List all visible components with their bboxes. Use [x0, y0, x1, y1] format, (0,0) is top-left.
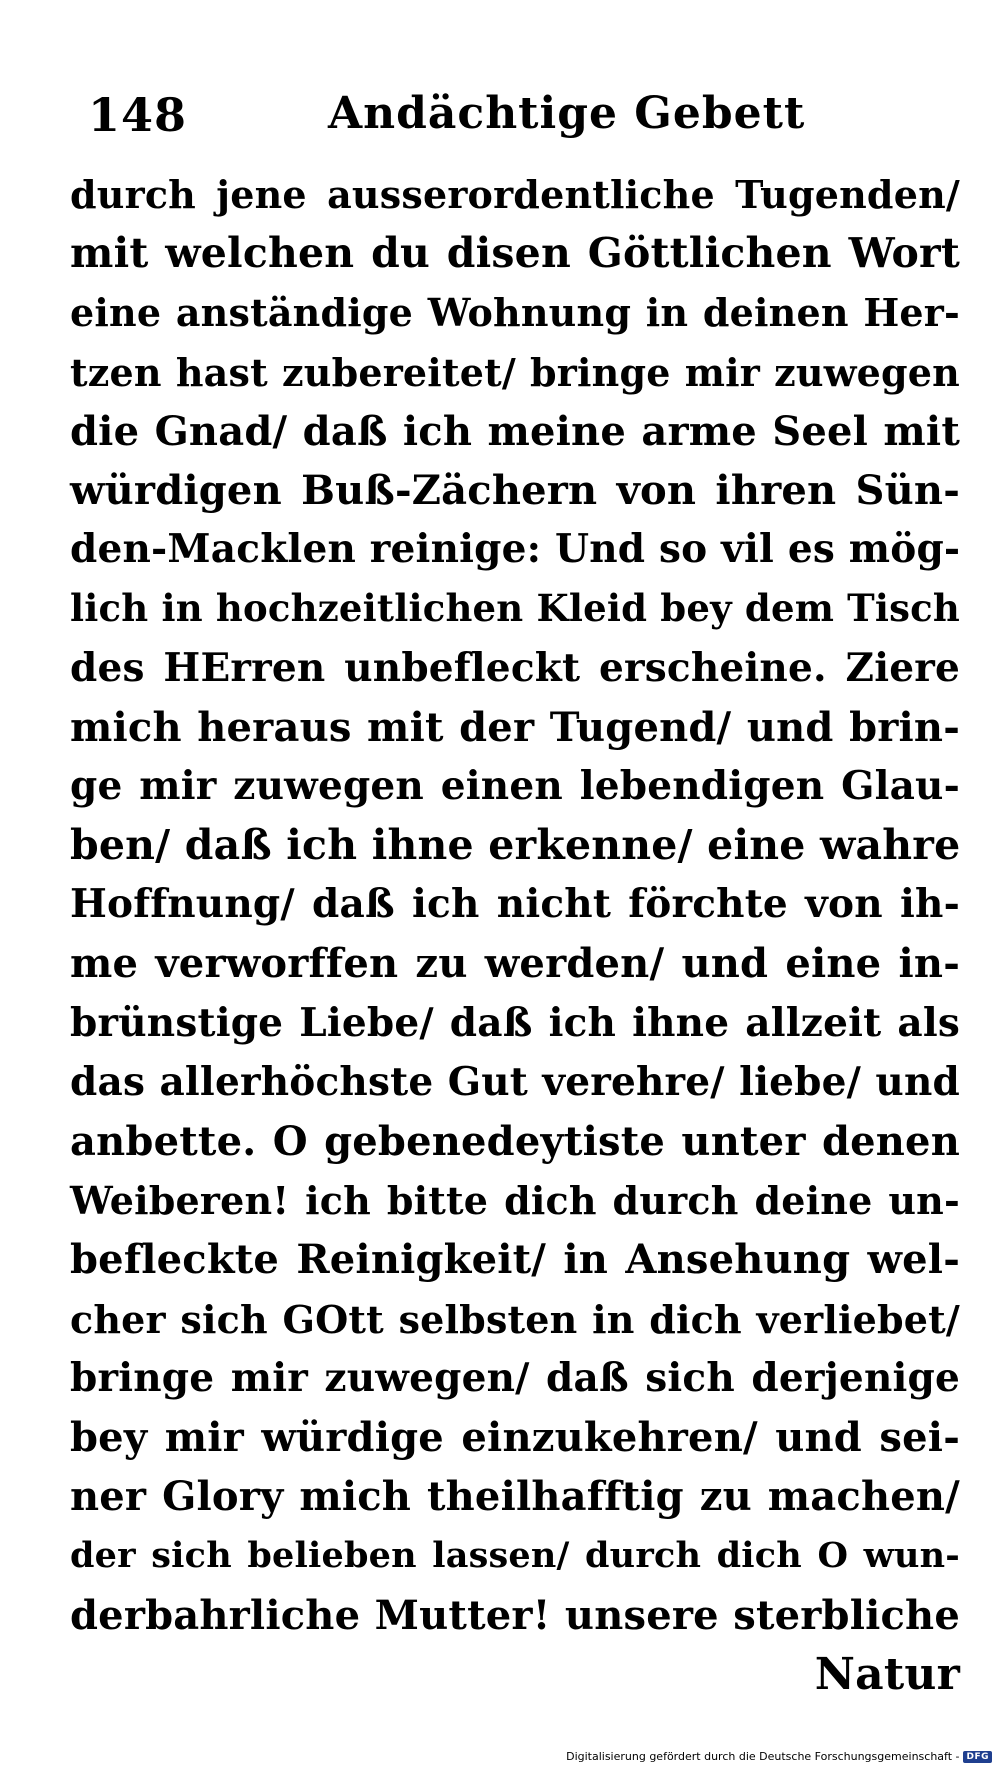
text-line: mit welchen du disen Göttlichen Wort [70, 229, 960, 278]
page-number: 148 [88, 88, 188, 142]
text-line: Hoffnung/ daß ich nicht förchte von ih- [70, 881, 960, 928]
text-line: me verworffen zu werden/ und eine in- [70, 940, 960, 988]
digitization-note: Digitalisierung gefördert durch die Deutsche Forschungsgemeinschaft - [566, 1750, 960, 1763]
text-line: cher sich GOtt selbsten in dich verliebet/ [70, 1296, 960, 1342]
text-line: ben/ daß ich ihne erkenne/ eine wahre [70, 821, 961, 870]
text-line: des HErren unbefleckt erscheine. Ziere [70, 644, 960, 691]
text-line: durch jene ausserordentliche Tugenden/ [70, 172, 960, 217]
text-line: derbahrliche Mutter! unsere sterbliche [70, 1591, 960, 1639]
text-line: eine anständige Wohnung in deinen Her- [70, 290, 960, 336]
text-line: anbette. O gebenedeytiste unter denen [70, 1118, 960, 1165]
text-line: den-Macklen reinige: Und so vil es mög- [70, 526, 961, 573]
text-line: befleckte Reinigkeit/ in Ansehung wel- [70, 1236, 960, 1284]
text-line: tzen hast zubereitet/ bringe mir zuwegen [70, 349, 960, 395]
dfg-logo: DFG [963, 1751, 992, 1763]
digitization-footer [566, 1750, 992, 1763]
catchword: Natur [814, 1648, 960, 1700]
running-title: Andächtige Gebett [328, 88, 806, 139]
body-text [70, 165, 960, 1704]
text-line: mich heraus mit der Tugend/ und brin- [70, 703, 960, 751]
text-line: Weiberen! ich bitte dich durch deine un- [70, 1178, 960, 1224]
text-line: bringe mir zuwegen/ daß sich derjenige [70, 1354, 960, 1401]
text-line: der sich belieben lassen/ durch dich O wun- [70, 1535, 960, 1577]
text-line: brünstige Liebe/ daß ich ihne allzeit als [70, 999, 960, 1046]
text-line: bey mir würdige einzukehren/ und sei- [70, 1413, 960, 1461]
text-line: die Gnad/ daß ich meine arme Seel mit [70, 407, 960, 455]
text-line: ner Glory mich theilhafftig zu machen/ [70, 1473, 960, 1521]
text-line: lich in hochzeitlichen Kleid bey dem Tisch [70, 586, 960, 631]
text-line: das allerhöchste Gut verehre/ liebe/ und [70, 1058, 960, 1105]
page-header [88, 88, 968, 148]
text-line: ge mir zuwegen einen lebendigen Glau- [70, 762, 960, 809]
text-line: würdigen Buß-Zächern von ihren Sün- [70, 466, 960, 514]
